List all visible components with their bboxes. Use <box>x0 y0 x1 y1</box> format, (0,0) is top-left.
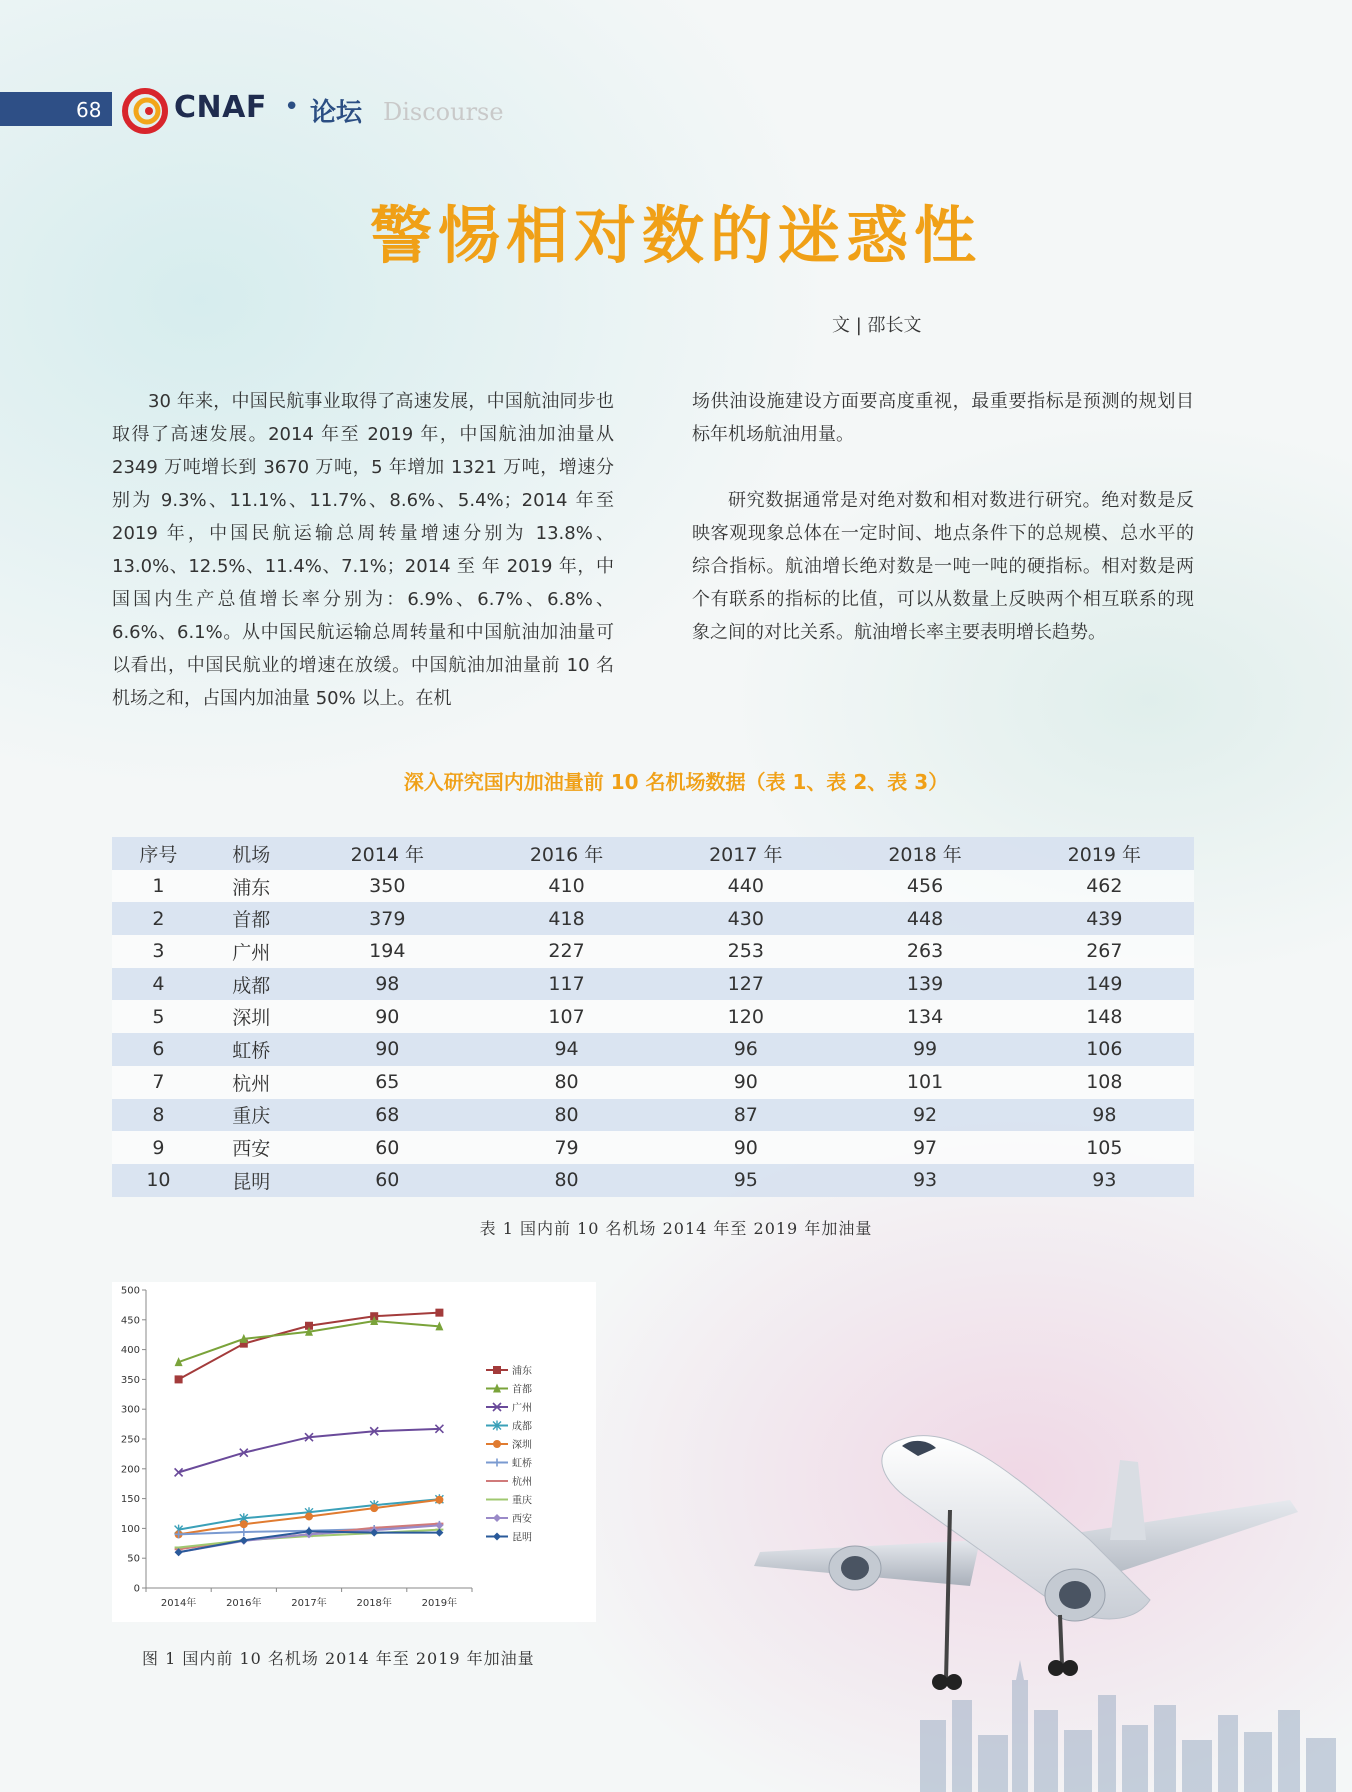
line-chart-svg <box>112 1282 596 1622</box>
table-cell: 虹桥 <box>232 1039 271 1062</box>
table-cell: 9 <box>152 1136 165 1159</box>
table-cell: 7 <box>152 1071 165 1094</box>
table-row <box>112 1033 1194 1066</box>
section-name-en: Discourse <box>383 98 504 126</box>
paragraph: 30 年来，中国民航事业取得了高速发展，中国航油同步也取得了高速发展。2014 年至 2019 年，中国航油加油量从 2349 万吨增长到 3670 万吨，5 年增加 1321 万吨，增速分别为 9.3%、11.1%、11.7%、8.6%、5.4%；2014 年至 2019 年，中国民航运输总周转量增速分别为 13.8%、13.0%、12.5%、11.4%、7.1%；2014 至 年 2019 年，中国国内生产总值增长率分别为：6.9%、6.7%、6.8%、6.6%、6.1%。从中国民航运输总周转量和中国航油加油量可以看出，中国民航业的增速在放缓。中国航油加油量前 10 名机场之和，占国内加油量 50% 以上。在机 <box>112 391 614 709</box>
table-cell: 广州 <box>232 941 271 964</box>
table-cell: 4 <box>152 973 165 996</box>
table-cell: 深圳 <box>232 1007 271 1030</box>
line-chart <box>112 1282 596 1622</box>
article-column-right <box>692 385 1194 649</box>
table-cell: 267 <box>1086 940 1123 963</box>
table-cell: 西安 <box>232 1138 271 1161</box>
table-cell: 350 <box>369 875 406 898</box>
y-tick-label: 50 <box>127 1553 140 1565</box>
section-name: 论坛 <box>310 98 363 128</box>
data-point <box>370 1504 378 1512</box>
table-cell: 65 <box>375 1071 400 1094</box>
y-tick-label: 250 <box>120 1434 140 1446</box>
y-tick-label: 300 <box>120 1404 140 1416</box>
table-cell: 79 <box>554 1136 579 1159</box>
brand-separator: • <box>284 92 300 122</box>
y-tick-label: 450 <box>120 1315 140 1327</box>
table-cell: 60 <box>375 1169 400 1192</box>
legend-marker <box>493 1533 501 1541</box>
legend-label: 昆明 <box>512 1532 532 1544</box>
y-tick-label: 100 <box>120 1523 140 1535</box>
city-skyline-icon <box>900 1640 1352 1792</box>
column-header: 2018 年 <box>888 843 962 866</box>
legend-label: 首都 <box>512 1384 532 1396</box>
column-header: 2019 年 <box>1067 843 1142 866</box>
series-line <box>179 1429 440 1473</box>
y-tick-label: 350 <box>120 1374 140 1386</box>
page-number: 68 <box>76 98 102 122</box>
table-row <box>112 1131 1194 1164</box>
table-cell: 8 <box>152 1103 165 1126</box>
x-tick-label: 2017年 <box>291 1598 327 1609</box>
data-point <box>435 1496 443 1504</box>
table-cell: 10 <box>146 1169 171 1192</box>
table-cell: 93 <box>912 1169 938 1192</box>
table-cell: 1 <box>152 875 165 898</box>
table-cell: 149 <box>1086 973 1123 996</box>
column-header: 2014 年 <box>350 843 424 866</box>
legend-label: 杭州 <box>512 1477 532 1488</box>
table-cell: 194 <box>369 940 406 963</box>
table-row <box>112 935 1194 968</box>
data-point <box>175 1375 183 1383</box>
table-row <box>112 902 1194 935</box>
table-cell: 253 <box>727 940 764 963</box>
table-cell: 80 <box>554 1103 579 1126</box>
table-cell: 92 <box>912 1103 938 1126</box>
data-point <box>305 1512 313 1520</box>
table-cell: 117 <box>548 973 585 996</box>
y-tick-label: 0 <box>133 1583 140 1595</box>
legend-label: 成都 <box>512 1421 532 1433</box>
legend-label: 西安 <box>512 1514 532 1525</box>
brand-name: CNAF <box>174 90 267 125</box>
legend-label: 广州 <box>512 1403 532 1414</box>
table-cell: 重庆 <box>232 1105 271 1128</box>
table-cell: 462 <box>1086 875 1123 898</box>
legend-label: 深圳 <box>512 1440 532 1451</box>
table-cell: 5 <box>152 1005 165 1028</box>
table-cell: 105 <box>1086 1136 1123 1159</box>
table-row <box>112 1000 1194 1033</box>
table-cell: 97 <box>912 1136 938 1159</box>
table-cell: 127 <box>727 973 764 996</box>
table-cell: 148 <box>1086 1005 1123 1028</box>
table-cell: 134 <box>906 1005 944 1028</box>
table-cell: 98 <box>375 973 400 996</box>
table-row <box>112 870 1194 903</box>
table-cell: 90 <box>733 1071 758 1094</box>
paragraph: 研究数据通常是对绝对数和相对数进行研究。绝对数是反映客观现象总体在一定时间、地点条件下的总规模、总水平的综合指标。航油增长绝对数是一吨一吨的硬指标。相对数是两个有联系的指标的比值，可以从数量上反映两个相互联系的现象之间的对比关系。航油增长率主要表明增长趋势。 <box>692 490 1194 643</box>
table-cell: 94 <box>554 1038 579 1061</box>
table-cell: 2 <box>152 907 165 930</box>
table-cell: 440 <box>727 875 764 898</box>
table-cell: 108 <box>1086 1071 1123 1094</box>
x-tick-label: 2016年 <box>226 1598 262 1609</box>
table-cell: 90 <box>733 1136 758 1159</box>
table-cell: 90 <box>375 1038 400 1061</box>
article-title: 警惕相对数的迷惑性 <box>369 199 982 272</box>
table-cell: 浦东 <box>232 876 271 899</box>
table-row <box>112 1099 1194 1132</box>
table-cell: 80 <box>554 1169 579 1192</box>
column-header: 2016 年 <box>529 843 604 866</box>
table-cell: 107 <box>548 1005 585 1028</box>
table-cell: 80 <box>554 1071 579 1094</box>
table-cell: 3 <box>152 940 165 963</box>
table-cell: 101 <box>906 1071 944 1094</box>
data-point <box>240 1528 248 1536</box>
article-column-left <box>112 385 614 715</box>
legend-marker <box>493 1514 501 1522</box>
table-cell: 成都 <box>232 974 271 997</box>
legend-label: 浦东 <box>512 1366 532 1377</box>
table-cell: 昆明 <box>232 1170 271 1193</box>
article-byline: 文 | 邵长文 <box>832 315 922 336</box>
y-tick-label: 500 <box>120 1285 140 1297</box>
table-header-row <box>112 837 1194 870</box>
cnaf-logo-icon <box>122 88 168 134</box>
table-cell: 227 <box>548 940 585 963</box>
data-point <box>240 1520 248 1528</box>
legend-marker <box>493 1440 501 1448</box>
table-cell: 杭州 <box>232 1072 271 1095</box>
table-cell: 96 <box>733 1038 758 1061</box>
table-cell: 68 <box>375 1103 400 1126</box>
table-cell: 90 <box>375 1005 400 1028</box>
table-cell: 6 <box>152 1038 165 1061</box>
table-cell: 263 <box>906 940 944 963</box>
legend-marker <box>493 1366 501 1374</box>
y-tick-label: 200 <box>120 1464 140 1476</box>
x-tick-label: 2014年 <box>160 1598 197 1609</box>
table-cell: 60 <box>375 1136 400 1159</box>
data-point <box>435 1309 443 1317</box>
table-cell: 410 <box>548 875 585 898</box>
figure-caption: 图 1 国内前 10 名机场 2014 年至 2019 年加油量 <box>142 1649 535 1668</box>
table-cell: 首都 <box>232 909 271 932</box>
table-cell: 430 <box>727 907 764 930</box>
data-point <box>240 1536 248 1544</box>
table-cell: 95 <box>733 1169 758 1192</box>
y-tick-label: 150 <box>120 1494 140 1506</box>
table-cell: 418 <box>548 907 585 930</box>
table-caption: 表 1 国内前 10 名机场 2014 年至 2019 年加油量 <box>479 1219 873 1238</box>
table-cell: 448 <box>906 907 944 930</box>
table-cell: 439 <box>1086 907 1123 930</box>
table-cell: 99 <box>912 1038 938 1061</box>
column-header: 序号 <box>139 843 178 866</box>
column-header: 2017 年 <box>709 843 783 866</box>
x-tick-label: 2018年 <box>356 1598 392 1609</box>
table-cell: 379 <box>369 907 406 930</box>
table-cell: 93 <box>1092 1169 1117 1192</box>
x-tick-label: 2019年 <box>421 1598 458 1609</box>
legend-label: 重庆 <box>512 1495 532 1507</box>
table-cell: 139 <box>906 973 944 996</box>
table-cell: 87 <box>733 1103 758 1126</box>
table-cell: 456 <box>906 875 944 898</box>
table-cell: 106 <box>1086 1038 1123 1061</box>
table-row <box>112 1066 1194 1099</box>
legend-marker <box>493 1459 501 1467</box>
legend-label: 虹桥 <box>512 1458 532 1470</box>
y-tick-label: 400 <box>120 1345 140 1357</box>
table-heading: 深入研究国内加油量前 10 名机场数据（表 1、表 2、表 3） <box>403 770 949 794</box>
table-cell: 120 <box>727 1005 764 1028</box>
table-row <box>112 968 1194 1001</box>
data-point <box>435 1521 443 1529</box>
fuel-data-table <box>112 837 1194 1197</box>
table-row <box>112 1164 1194 1197</box>
table-cell: 98 <box>1092 1103 1117 1126</box>
column-header: 机场 <box>232 843 271 866</box>
paragraph: 场供油设施建设方面要高度重视，最重要指标是预测的规划目标年机场航油用量。 <box>692 391 1194 445</box>
